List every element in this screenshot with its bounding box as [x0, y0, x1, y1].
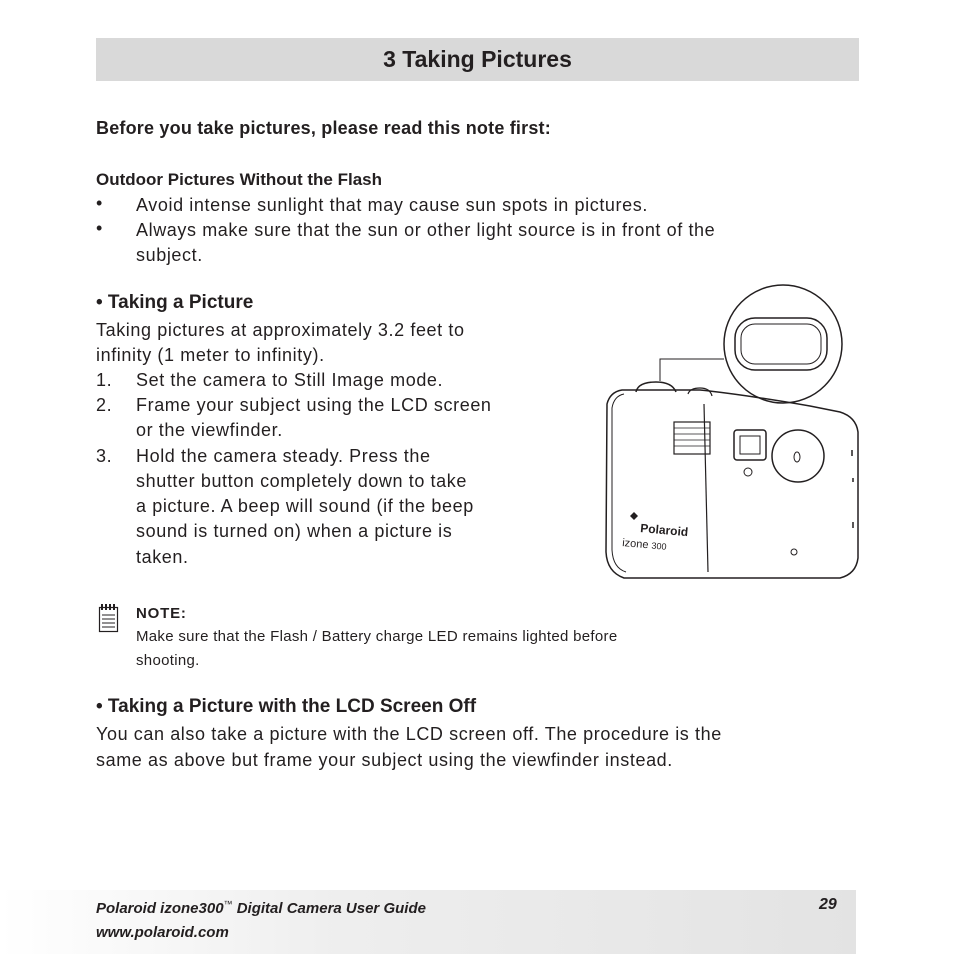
step-3-line-2: shutter button completely down to take	[136, 471, 467, 491]
note-label: NOTE:	[136, 605, 187, 622]
notepad-icon	[98, 603, 120, 633]
outdoor-bullet-2: Always make sure that the sun or other light source is in front of the	[136, 220, 716, 240]
step-1-line-1: Set the camera to Still Image mode.	[136, 370, 444, 390]
step-number: 1.	[96, 370, 113, 390]
footer-guide-suffix: Digital Camera User Guide	[232, 900, 426, 917]
lcd-off-line-2: same as above but frame your subject using the viewfinder instead.	[96, 750, 673, 770]
chapter-title-bar	[96, 38, 859, 81]
taking-heading: • Taking a Picture	[96, 292, 254, 313]
leader-line	[660, 359, 724, 381]
camera-model-prefix: izone	[621, 537, 649, 552]
outdoor-bullet-1: Avoid intense sunlight that may cause sun spots in pictures.	[136, 195, 648, 215]
intro-heading: Before you take pictures, please read this note first:	[96, 118, 551, 138]
step-3-line-4: sound is turned on) when a picture is	[136, 521, 453, 541]
step-3-line-5: taken.	[136, 547, 189, 567]
self-timer-led	[744, 468, 752, 476]
shutter-button-zoom-inner	[741, 324, 821, 364]
camera-illustration	[600, 282, 862, 594]
lens-center	[794, 452, 800, 462]
lcd-off-heading: • Taking a Picture with the LCD Screen Off	[96, 696, 477, 717]
lens-ring	[772, 430, 824, 482]
step-3-line-3: a picture. A beep will sound (if the beep	[136, 496, 474, 516]
outdoor-bullet-2-cont: subject.	[136, 245, 203, 265]
lcd-off-line-1: You can also take a picture with the LCD screen off. The procedure is the	[96, 724, 722, 744]
polaroid-logo-icon	[630, 512, 638, 520]
chapter-title: 3 Taking Pictures	[383, 46, 572, 72]
side-strap-marks	[852, 450, 853, 528]
microphone-hole	[791, 549, 797, 555]
zoom-circle	[724, 285, 842, 403]
trademark-symbol: ™	[223, 899, 233, 909]
camera-model-number: 300	[651, 540, 667, 552]
viewfinder	[734, 430, 766, 460]
outdoor-heading: Outdoor Pictures Without the Flash	[96, 170, 383, 189]
power-button	[688, 388, 712, 396]
note-line-2: shooting.	[136, 652, 200, 669]
viewfinder-glass	[740, 436, 760, 454]
step-2-line-1: Frame your subject using the LCD screen	[136, 395, 492, 415]
taking-intro-line-1: Taking pictures at approximately 3.2 feet to	[96, 320, 465, 340]
body-seam	[704, 404, 708, 572]
camera-model-text	[622, 537, 667, 553]
step-number: 3.	[96, 446, 113, 466]
bullet-dot: •	[96, 218, 103, 238]
footer-guide-title	[96, 899, 426, 917]
step-2-line-2: or the viewfinder.	[136, 420, 283, 440]
note-line-1: Make sure that the Flash / Battery charge LED remains lighted before	[136, 628, 618, 645]
footer-url: www.polaroid.com	[96, 924, 229, 941]
footer-guide-prefix: Polaroid izone300	[96, 900, 224, 917]
bullet-dot: •	[96, 193, 103, 213]
page-number: 29	[819, 896, 837, 913]
taking-intro-line-2: infinity (1 meter to infinity).	[96, 345, 325, 365]
camera-brand-text: Polaroid	[639, 521, 689, 540]
step-number: 2.	[96, 395, 113, 415]
step-3-line-1: Hold the camera steady. Press the	[136, 446, 431, 466]
